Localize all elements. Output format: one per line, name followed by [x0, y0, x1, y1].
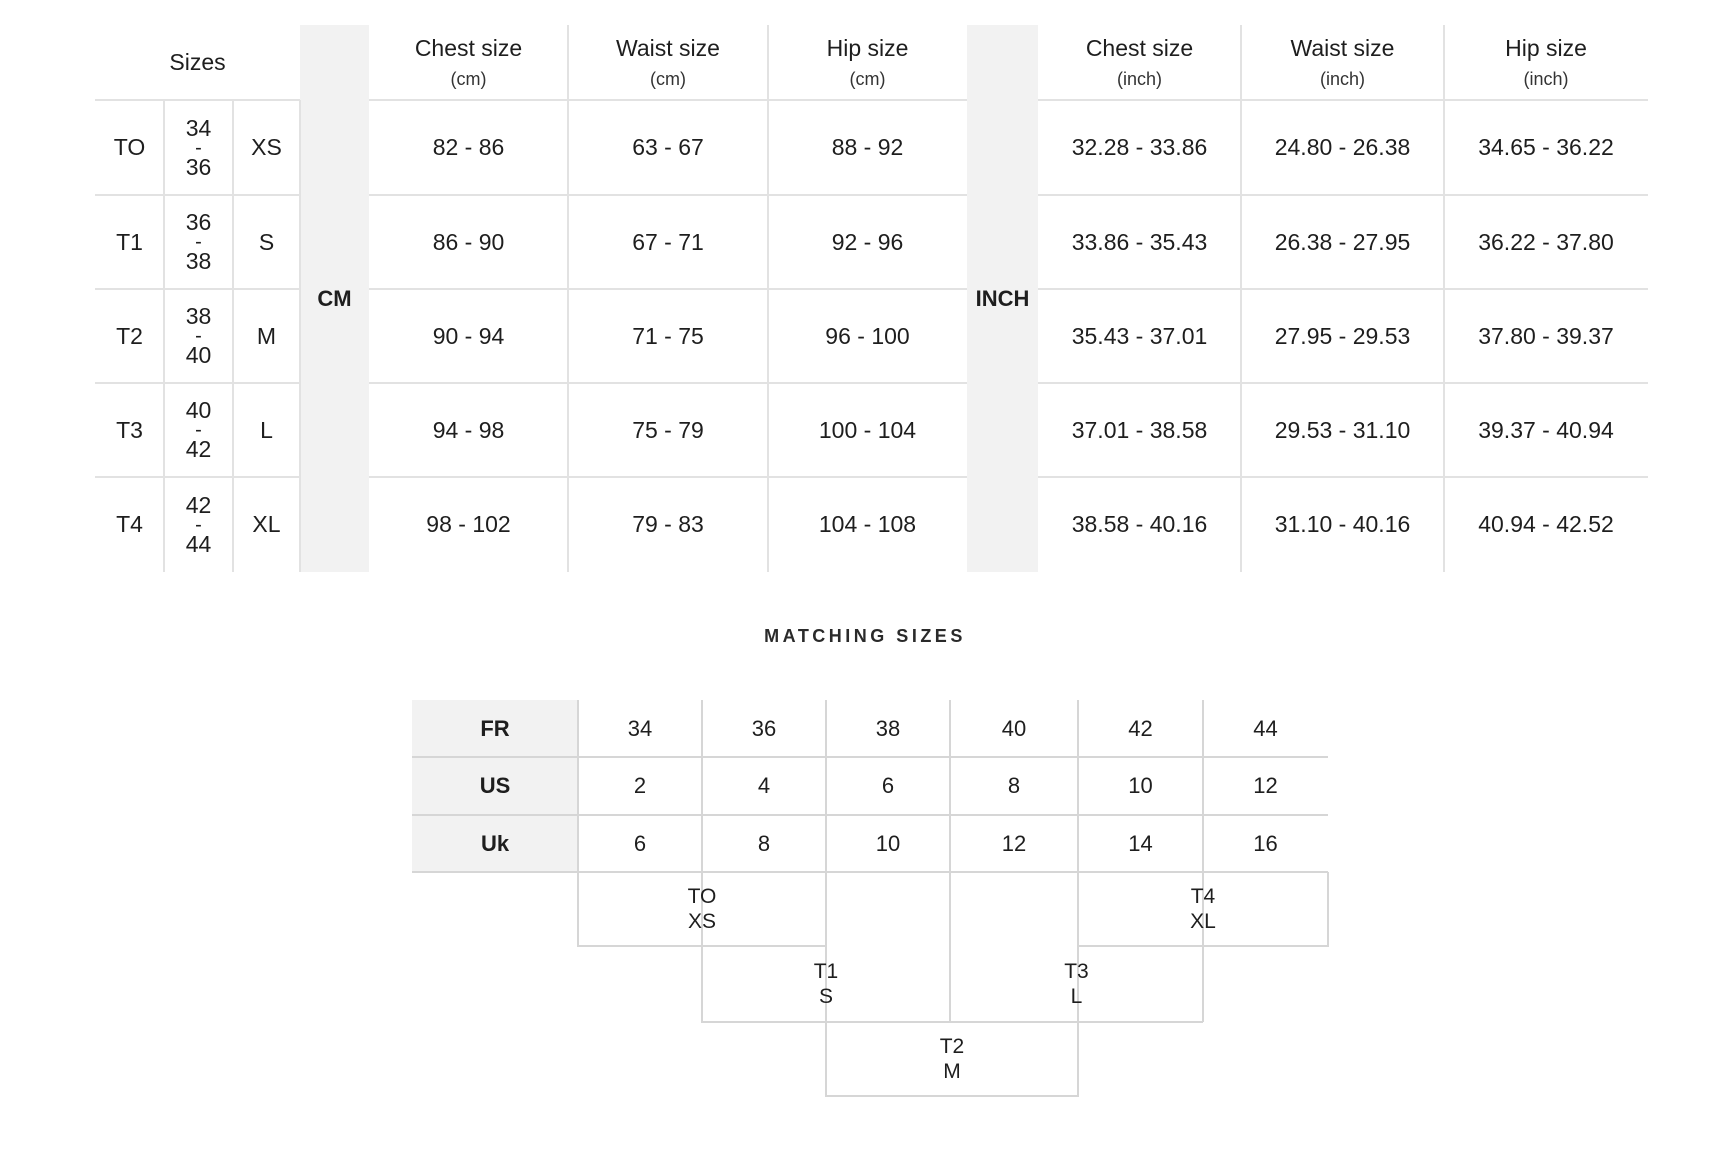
eu-from: 34 [185, 114, 212, 141]
eu-to: 42 [185, 436, 212, 462]
header-hip-cm [768, 25, 967, 100]
waist-inch-cell: 26.38 - 27.95 [1274, 228, 1411, 255]
size-box-t2-m [826, 1022, 1078, 1096]
fr-size-cell: 40 [1001, 715, 1027, 741]
size-letter: M [256, 322, 277, 349]
waist-cm-cell: 71 - 75 [632, 322, 704, 349]
size-box-t3-l [950, 946, 1203, 1022]
size-letter: XL [252, 511, 281, 538]
grid-line [1038, 99, 1648, 101]
chest-cm-cell: 98 - 102 [426, 511, 511, 538]
grid-line [95, 382, 300, 384]
uk-size-cell: 14 [1128, 830, 1153, 856]
header-chest-cm [369, 25, 568, 100]
header-waist-cm [568, 25, 768, 100]
grid-line [1240, 25, 1242, 572]
grid-line [1038, 194, 1648, 196]
hip-inch-cell: 34.65 - 36.22 [1478, 134, 1614, 161]
grid-line [95, 476, 300, 478]
us-size-cell: 6 [881, 773, 895, 798]
waist-cm-cell: 63 - 67 [632, 134, 704, 161]
fr-size-cell: 44 [1253, 715, 1278, 741]
waist-inch-cell: 29.53 - 31.10 [1274, 416, 1411, 443]
grid-line [369, 476, 967, 478]
fr-size-cell: 36 [751, 715, 777, 741]
hip-inch-cell: 36.22 - 37.80 [1478, 228, 1614, 255]
header-chest-inch [1038, 25, 1241, 100]
chest-inch-cell: 37.01 - 38.58 [1071, 416, 1208, 443]
size-code: T3 [116, 416, 143, 443]
us-size-cell: 10 [1128, 773, 1153, 798]
chest-inch-cell: 33.86 - 35.43 [1071, 228, 1208, 255]
size-letter: L [260, 416, 273, 443]
row-label-uk: Uk [412, 815, 578, 872]
waist-cm-cell: 79 - 83 [632, 511, 704, 538]
chest-cm-cell: 82 - 86 [432, 134, 505, 161]
unit-label-inch: INCH [967, 25, 1038, 572]
grid-line [1038, 288, 1648, 290]
hip-inch-cell: 40.94 - 42.52 [1478, 511, 1614, 538]
grid-line [1443, 25, 1445, 572]
header-label: Hip size [826, 34, 909, 61]
box-letter: M [943, 1060, 961, 1083]
header-unit: (inch) [1523, 69, 1569, 90]
eu-dash: - [195, 325, 202, 347]
uk-size-cell: 16 [1253, 830, 1278, 856]
uk-size-cell: 12 [1001, 830, 1027, 856]
size-code: TO [113, 134, 146, 161]
eu-from: 40 [185, 397, 212, 423]
eu-from: 38 [185, 303, 212, 329]
hip-cm-cell: 104 - 108 [818, 511, 917, 538]
eu-to: 44 [185, 530, 212, 557]
box-letter: S [818, 985, 833, 1008]
chest-cm-cell: 90 - 94 [432, 322, 505, 349]
header-unit: (cm) [450, 69, 487, 90]
eu-dash: - [195, 231, 202, 253]
fr-size-cell: 38 [875, 715, 901, 741]
header-unit: (cm) [849, 69, 886, 90]
eu-from: 36 [185, 209, 212, 235]
waist-inch-cell: 31.10 - 40.16 [1274, 511, 1411, 538]
chest-cm-cell: 86 - 90 [432, 228, 505, 255]
us-size-cell: 12 [1253, 773, 1278, 798]
hip-inch-cell: 39.37 - 40.94 [1478, 416, 1614, 443]
header-label: Waist size [1290, 34, 1395, 61]
size-letter: XS [251, 134, 282, 161]
unit-label-cm: CM [300, 25, 369, 572]
box-letter: XL [1190, 910, 1216, 933]
grid-line [369, 194, 967, 196]
eu-from: 42 [185, 491, 212, 518]
hip-cm-cell: 100 - 104 [818, 416, 917, 443]
grid-line [163, 100, 165, 572]
grid-line [95, 99, 300, 101]
grid-line [95, 194, 300, 196]
row-label-us: US [412, 757, 578, 814]
grid-line [412, 756, 1328, 758]
box-code: T3 [1064, 959, 1089, 983]
fr-size-cell: 34 [627, 715, 653, 741]
header-hip-inch [1444, 25, 1648, 100]
box-letter: XS [687, 910, 716, 933]
eu-to: 36 [185, 153, 212, 180]
uk-size-cell: 10 [875, 830, 901, 856]
waist-inch-cell: 27.95 - 29.53 [1274, 322, 1411, 349]
eu-dash: - [195, 513, 202, 536]
grid-line [369, 382, 967, 384]
eu-size-range [164, 100, 233, 195]
eu-to: 38 [185, 248, 212, 274]
header-label: Chest size [1085, 34, 1194, 61]
box-code: T4 [1190, 884, 1216, 908]
grid-line [299, 100, 301, 572]
header-unit: (inch) [1319, 69, 1365, 90]
chest-inch-cell: 35.43 - 37.01 [1071, 322, 1208, 349]
chest-inch-cell: 38.58 - 40.16 [1071, 511, 1208, 538]
grid-line [95, 288, 300, 290]
grid-line [369, 99, 967, 101]
header-label: Hip size [1505, 34, 1587, 61]
us-size-cell: 4 [757, 773, 771, 798]
eu-dash: - [195, 419, 202, 441]
eu-dash: - [195, 136, 202, 159]
us-size-cell: 2 [633, 773, 647, 798]
grid-line [412, 814, 1328, 816]
grid-line [1038, 382, 1648, 384]
size-code: T2 [116, 322, 143, 349]
hip-inch-cell: 37.80 - 39.37 [1478, 322, 1614, 349]
grid-line [1038, 476, 1648, 478]
eu-to: 40 [185, 342, 212, 368]
hip-cm-cell: 88 - 92 [831, 134, 904, 161]
chest-inch-cell: 32.28 - 33.86 [1071, 134, 1208, 161]
header-label: Chest size [414, 34, 523, 61]
size-box-to-xs [578, 872, 826, 946]
grid-line [369, 288, 967, 290]
us-size-cell: 8 [1007, 773, 1021, 798]
waist-cm-cell: 75 - 79 [632, 416, 704, 443]
grid-line [767, 25, 769, 572]
uk-size-cell: 6 [633, 830, 647, 856]
box-letter: L [1070, 985, 1083, 1008]
sizes-header: Sizes [169, 49, 226, 76]
box-code: T1 [813, 959, 839, 983]
size-code: T4 [116, 511, 143, 538]
header-label: Waist size [616, 34, 720, 61]
size-box-t1-s [702, 946, 950, 1022]
waist-cm-cell: 67 - 71 [632, 228, 704, 255]
row-label-fr: FR [412, 700, 578, 757]
header-unit: (cm) [650, 69, 686, 90]
fr-size-cell: 42 [1128, 715, 1153, 741]
grid-line [232, 100, 234, 572]
size-code: T1 [116, 228, 143, 255]
size-box-t4-xl [1078, 872, 1328, 946]
eu-size-range [164, 383, 233, 477]
eu-size-range [164, 289, 233, 383]
chest-cm-cell: 94 - 98 [432, 416, 505, 443]
hip-cm-cell: 92 - 96 [831, 228, 904, 255]
matching-sizes-title: MATCHING SIZES [764, 626, 966, 646]
size-letter: S [258, 228, 275, 255]
hip-cm-cell: 96 - 100 [825, 322, 910, 349]
header-unit: (inch) [1116, 69, 1162, 90]
box-code: TO [687, 884, 717, 908]
box-code: T2 [939, 1034, 965, 1058]
uk-size-cell: 8 [757, 830, 771, 856]
eu-size-range [164, 477, 233, 572]
waist-inch-cell: 24.80 - 26.38 [1274, 134, 1411, 161]
header-waist-inch [1241, 25, 1444, 100]
grid-line [567, 25, 569, 572]
eu-size-range [164, 195, 233, 289]
